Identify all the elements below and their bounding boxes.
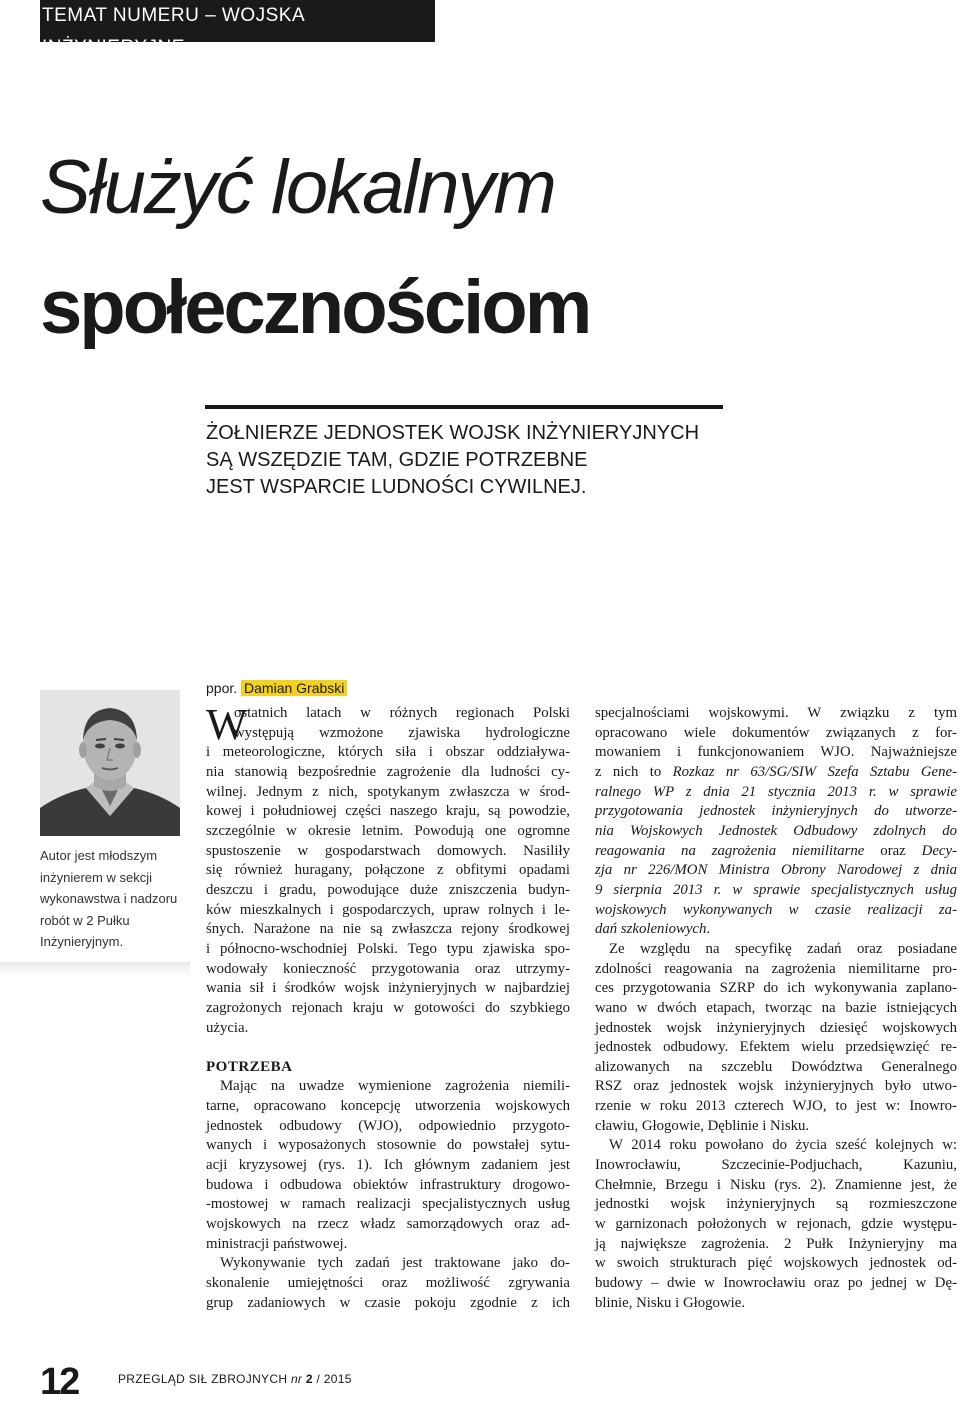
body-line: specjalnościami wojskowymi. W związku z tym — [595, 705, 957, 721]
body-line: wojskowych na rzecz władz samorządowych oraz ad- — [206, 1216, 570, 1233]
issue-year: / 2015 — [316, 1372, 352, 1386]
body-line: mowaniem i funkcjonowaniem WJO. Najważniejsze — [595, 744, 957, 761]
author-rank: ppor. — [206, 680, 238, 696]
body-line: zdolności reagowania na zagrożenia niemilitarne pro- — [595, 960, 957, 977]
author-bio-line: wykonawstwa i nadzoru — [40, 891, 178, 906]
page-number: 12 — [40, 1361, 79, 1403]
body-line: występują wzmożone zjawiska hydrologiczne — [234, 724, 570, 741]
body-line: zja nr 226/MON Ministra Obrony Narodowej z dnia — [595, 862, 957, 879]
author-bio-line: Inżynieryjnym. — [40, 934, 124, 949]
body-line — [595, 842, 957, 862]
body-line: zagrożonych rejonach kraju w gotowości do szybkiego — [206, 999, 570, 1016]
body-line: opracowano wiele dokumentów związanych z for- — [595, 724, 957, 741]
cited-document: dań szkoleniowych — [595, 921, 707, 938]
body-line: ces przygotowania SZRP do ich wykonywania zaplano- — [595, 980, 957, 997]
body-text: z nich to — [595, 763, 673, 780]
body-line: i północno-wschodniej Polski. Tego typu zjawiska spo- — [206, 940, 570, 957]
lead-line: SĄ WSZĘDZIE TAM, GDZIE POTRZEBNE — [206, 449, 588, 471]
body-line: ostatnich latach w różnych regionach Polski — [234, 705, 570, 721]
article-title-line1: Służyć lokalnym — [40, 145, 555, 230]
issue-label: nr — [290, 1372, 303, 1386]
body-line: jednostek odbudowy. Efektem wielu przedsięwzięć re- — [595, 1039, 957, 1056]
body-line: się również huragany, połączone z obfitymi opadami — [206, 862, 570, 879]
magazine-name: PRZEGLĄD SIŁ ZBROJNYCH — [118, 1372, 288, 1386]
author-name: Damian Grabski — [241, 680, 347, 696]
body-line: nia Wojskowych Jednostek Odbudowy zdolnych do — [595, 822, 957, 839]
body-line: deszczu i gradu, powodujące duże zniszczenia budyn- — [206, 881, 570, 898]
body-text: oraz — [864, 842, 922, 859]
author-bio-line: Autor jest młodszym — [40, 848, 158, 863]
lead-line: JEST WSPARCIE LUDNOŚCI CYWILNEJ. — [206, 476, 587, 498]
author-portrait-image — [40, 690, 180, 836]
body-line: jednostek odbudowy (WJO), odpowiednio przygoto- — [206, 1117, 570, 1134]
body-line — [595, 763, 957, 783]
byline — [206, 679, 347, 697]
article-title-line2: społecznościom — [40, 265, 590, 350]
body-line: wanych i wyposażonych stosownie do powstałej sytu- — [206, 1137, 570, 1154]
body-line: RSZ oraz jednostek wojsk inżynieryjnych było utwo- — [595, 1078, 957, 1095]
body-line: tarne, opracowano koncepcję utworzenia wojskowych — [206, 1098, 570, 1115]
body-line: użycia. — [206, 1019, 249, 1036]
issue-number: 2 — [305, 1372, 313, 1386]
body-line: W 2014 roku powołano do życia sześć kolejnych w: — [609, 1137, 957, 1154]
cited-document: reagowania na zagrożenia niemilitarne — [595, 842, 865, 859]
body-column-middle — [206, 700, 570, 1313]
body-line: 9 sierpnia 2013 r. w sprawie specjalistycznych usług — [595, 881, 957, 898]
body-line: wania sił i środków wojsk inżynieryjnych w najbardziej — [206, 980, 570, 997]
body-line: -mostowej w ramach realizacji specjalistycznych usług — [206, 1196, 570, 1213]
body-text: . — [706, 921, 711, 938]
author-bio-line: robót w 2 Pułku — [40, 912, 130, 928]
body-line: rzenie w roku 2013 czterech WJO, to jest w: Inowro- — [595, 1098, 957, 1115]
section-header: TEMAT NUMERU – WOJSKA INŻYNIERYJNE — [40, 0, 435, 42]
cited-document: Rozkaz nr 63/SG/SIW Szefa Sztabu Gene- — [672, 763, 957, 780]
body-line: ministracji państwowej. — [206, 1235, 348, 1252]
body-line: nia stanowią bezpośrednie zagrożenie dla ludności cy- — [206, 763, 570, 780]
author-photo — [40, 690, 180, 836]
body-line: Mając na uwadze wymienione zagrożenia niemili- — [220, 1078, 570, 1095]
body-line: Inowrocławiu, Szczecinie-Podjuchach, Kazuniu, — [595, 1157, 957, 1174]
author-bio-line: inżynierem w sekcji — [40, 869, 152, 885]
body-line: w swoich strukturach pięć wojskowych jednostek od- — [595, 1255, 957, 1272]
body-column-right — [595, 704, 957, 1313]
body-line: budowy – dwie w Inowrocławiu oraz po jednej w Dę- — [595, 1275, 957, 1292]
body-line: przygotowania jednostek inżynieryjnych do utworze- — [595, 803, 957, 820]
body-line: wano w dwóch etapach, tworząc na bazie istniejących — [595, 999, 957, 1016]
body-line: kowej i południowej części naszego kraju, są powodzie, — [206, 803, 570, 820]
body-line: ków mieszkalnych i gospodarczych, upraw rolnych i le- — [206, 901, 570, 918]
body-line: ralnego WP z dnia 21 stycznia 2013 r. w sprawie — [595, 783, 957, 800]
body-line: Chełmnie, Brzegu i Nisku (rys. 2). Znamienne jest, że — [595, 1176, 957, 1193]
drop-cap: W — [206, 700, 248, 749]
body-line: spustoszenie w gospodarstwach domowych. Nasiliły — [206, 842, 570, 859]
body-line: śnych. Narażone na nie są zwłaszcza rejony środkowej — [206, 921, 570, 938]
section-heading: POTRZEBA — [206, 1058, 293, 1075]
body-line: Wykonywanie tych zadań jest traktowane jako do- — [220, 1255, 570, 1272]
body-line: w garnizonach położonych w rejonach, gdzie występu- — [595, 1216, 957, 1233]
body-line: jednostek wojsk inżynieryjnych dziesięć wojskowych — [595, 1019, 957, 1036]
body-line: i meteorologiczne, których siła i obszar oddziaływa- — [206, 744, 570, 761]
footer-magazine — [118, 1371, 352, 1387]
body-line: blinie, Nisku i Głogowie. — [595, 1294, 746, 1311]
body-line: cławiu, Głogowie, Dęblinie i Nisku. — [595, 1117, 810, 1134]
body-line: budowa i odbudowa obiektów infrastruktury drogowo- — [206, 1176, 570, 1193]
body-line: wilnej. Jednym z nich, spotykanym zwłaszcza w środ- — [206, 783, 570, 800]
author-bio — [40, 845, 188, 953]
body-line: ją największe zagrożenia. 2 Pułk Inżynieryjny ma — [595, 1235, 957, 1252]
body-line: wodowały konieczność przygotowania oraz utrzymy- — [206, 960, 570, 977]
lead-divider — [205, 405, 723, 409]
body-line: wojskowych wykonywanych w czasie realizacji za- — [595, 901, 957, 918]
body-line: jednostki wojsk inżynieryjnych są rozmieszczone — [595, 1196, 957, 1213]
body-line: skonalenie umiejętności oraz możliwość zgrywania — [206, 1275, 570, 1292]
body-line: acji kryzysowej (rys. 1). Ich głównym zadaniem jest — [206, 1157, 570, 1174]
body-line: alizowanych na szczeblu Dowództwa Generalnego — [595, 1058, 957, 1075]
body-line: szczególnie w okresie letnim. Powodują one ogromne — [206, 822, 570, 839]
article-title — [40, 128, 589, 368]
cited-document: Decy- — [921, 842, 957, 859]
body-line: grup zadaniowych w czasie pokoju zgodnie z ich — [206, 1294, 570, 1311]
article-lead — [206, 420, 766, 501]
body-line: Ze względu na specyfikę zadań oraz posiadane — [609, 940, 957, 957]
lead-line: ŻOŁNIERZE JEDNOSTEK WOJSK INŻYNIERYJNYCH — [206, 422, 700, 444]
body-line — [595, 920, 957, 940]
sidebar-divider — [0, 962, 190, 976]
